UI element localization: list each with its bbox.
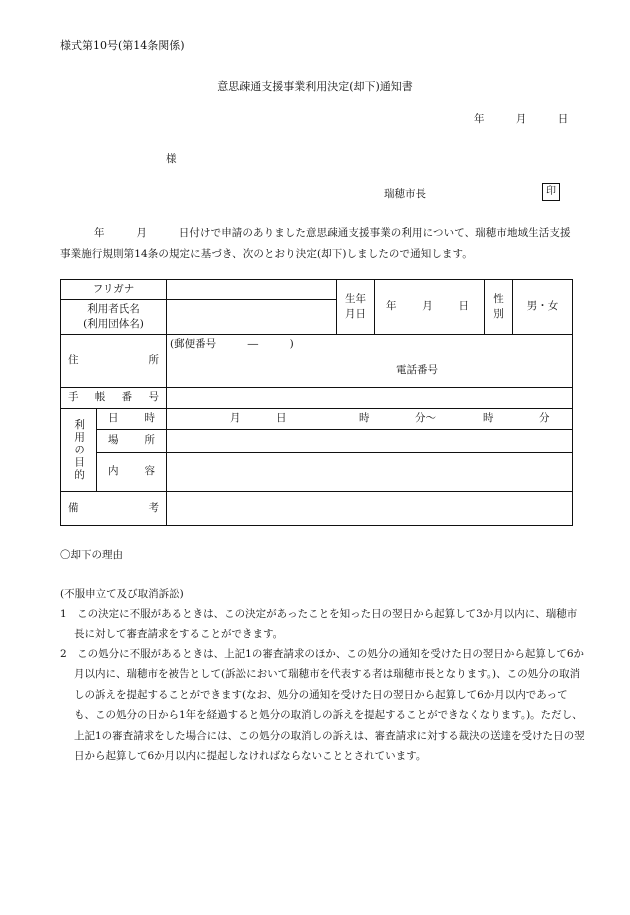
user-name-label: 利用者氏名 (利用団体名): [61, 300, 167, 335]
seal-mark: 印: [542, 183, 560, 201]
remarks-label: 備 考: [61, 492, 167, 526]
notebook-number-field[interactable]: [167, 388, 573, 409]
furigana-label: フリガナ: [61, 280, 167, 300]
gender-label: 性 別: [485, 280, 513, 335]
issue-date: [474, 112, 568, 127]
remarks-field[interactable]: [167, 492, 573, 526]
purpose-label: 利用の目的: [61, 409, 97, 492]
content-field[interactable]: [167, 453, 573, 492]
appeal-heading: (不服申立て及び取消訴訟): [60, 588, 184, 600]
address-field[interactable]: [167, 335, 573, 388]
appeal-item-1: 1 この決定に不服があるときは、この決定があったことを知った日の翌日から起算して3か月以内に、瑞穂市長に対して審査請求をすることができます。: [60, 608, 578, 641]
gender-field[interactable]: 男・女: [513, 280, 573, 335]
furigana-field[interactable]: [167, 280, 337, 300]
issuer-name: 瑞穂市長: [384, 188, 426, 200]
date-month: 月: [515, 113, 527, 125]
address-label: 住 所: [61, 335, 167, 388]
birth-label: 生年 月日: [337, 280, 375, 335]
place-label: 場 所: [97, 430, 167, 453]
addressee: 様: [166, 153, 177, 165]
date-year: 年: [474, 113, 485, 125]
notebook-number-label: 手 帳 番 号: [61, 388, 167, 409]
postal-code: (郵便番号 ― ): [170, 338, 294, 350]
date-day: 日: [557, 113, 569, 125]
rejection-reason-heading: 〇却下の理由: [60, 549, 123, 561]
datetime-label: 日 時: [97, 409, 167, 430]
place-field[interactable]: [167, 430, 573, 453]
appeal-item-2: 2 この処分に不服があるときは、上記1の審査請求のほか、この処分の通知を受けた日の翌日から起算して6か月以内に、瑞穂市を被告として(訴訟において瑞穂市を代表する者は瑞穂市長となります。)、この処分の取消しの訴えを提起することができます(なお、処分の通知を受けた日の翌日から起算して6か月以内であっても、この処分の日から1年を経過すると処分の取消しの訴えを提起することができなくなります。)。ただし、上記1の審査請求をした場合には、この処分の取消しの訴えは、審査請求に対する裁決の送達を受けた日の翌日から起算して6か月以内に提起しなければならないこととされています。: [60, 648, 585, 763]
datetime-field[interactable]: 月 日 時 分～ 時 分: [167, 409, 573, 430]
application-table: [60, 279, 573, 526]
document-title: 意思疎通支援事業利用決定(却下)通知書: [217, 80, 413, 93]
intro-paragraph: 年 月 日付けで申請のありました意思疎通支援事業の利用について、瑞穂市地域生活支援事業施行規則第14条の規定に基づき、次のとおり決定(却下)しましたので通知します。: [60, 227, 571, 260]
user-name-field[interactable]: [167, 300, 337, 335]
phone-label: 電話番号: [396, 364, 439, 377]
birth-date-field[interactable]: 年 月 日: [375, 280, 485, 335]
form-reference: 様式第10号(第14条関係): [60, 39, 185, 52]
content-label: 内 容: [97, 453, 167, 492]
